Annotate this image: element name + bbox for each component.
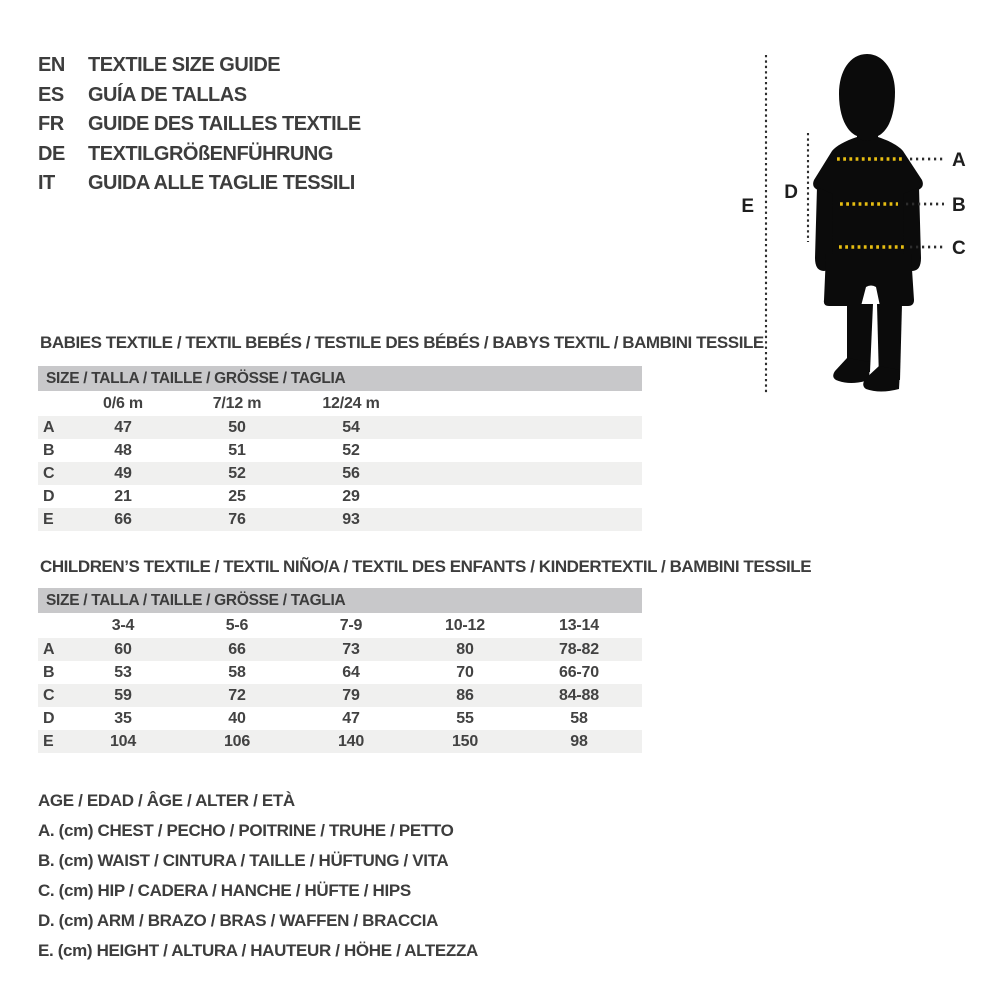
table-cell: 66 [228,641,246,658]
table-row-a [38,416,642,439]
table-cell: 60 [114,641,132,658]
title-row-es [38,81,361,111]
table-cell: 53 [114,664,132,681]
table-cell: 54 [342,419,360,436]
babies-age-header-row [38,391,642,416]
row-label: C [43,687,55,704]
hip-label: C [952,238,966,259]
row-label: E [43,511,54,528]
table-cell: 66-70 [559,664,599,681]
size-measure-figure [730,40,975,400]
table-cell: 104 [109,733,137,750]
babies-size-table [38,366,642,531]
table-row-a [38,638,642,661]
table-cell: 56 [342,465,360,482]
table-cell: 55 [456,710,474,727]
babies-size-header-bar: SIZE / TALLA / TAILLE / GRÖSSE / TAGLIA [38,366,642,391]
table-row-e [38,730,642,753]
title-text: TEXTILE SIZE GUIDE [88,54,281,76]
table-row-b [38,661,642,684]
table-cell: 66 [114,511,132,528]
table-cell: 50 [228,419,246,436]
table-cell: 25 [228,488,246,505]
age-column-header: 10-12 [445,617,485,634]
age-column-header: 0/6 m [103,395,143,412]
table-cell: 29 [342,488,360,505]
table-cell: 51 [228,442,246,459]
height-label: E [741,196,754,217]
babies-section-heading: BABIES TEXTILE / TEXTIL BEBÉS / TESTILE DES BÉBÉS / BABYS TEXTIL / BAMBINI TESSILE [40,333,764,352]
child-silhouette-diagram [730,40,975,400]
table-cell: 140 [337,733,365,750]
table-cell: 21 [114,488,132,505]
row-label: E [43,733,54,750]
legend-waist-line: B. (cm) WAIST / CINTURA / TAILLE / HÜFTUNG / VITA [38,851,449,870]
row-label: A [43,419,55,436]
table-cell: 40 [228,710,246,727]
children-section-heading: CHILDREN’S TEXTILE / TEXTIL NIÑO/A / TEXTIL DES ENFANTS / KINDERTEXTIL / BAMBINI TESSILE [40,557,812,576]
age-column-header: 7-9 [339,617,363,634]
row-label: B [43,442,55,459]
table-cell: 48 [114,442,132,459]
table-cell: 72 [228,687,246,704]
title-row-it [38,169,361,199]
corner-cell [38,613,66,638]
lang-code: FR [38,113,64,135]
row-label: D [43,710,55,727]
table-cell: 86 [456,687,474,704]
table-row-e [38,508,642,531]
children-size-header-bar: SIZE / TALLA / TAILLE / GRÖSSE / TAGLIA [38,588,642,613]
table-cell: 106 [223,733,251,750]
legend-hip-line: C. (cm) HIP / CADERA / HANCHE / HÜFTE / HIPS [38,881,411,900]
chest-label: A [952,150,966,171]
table-cell: 150 [451,733,479,750]
table-cell: 52 [342,442,360,459]
table-cell: 64 [342,664,360,681]
row-label: D [43,488,55,505]
waist-label: B [952,195,966,216]
age-column-header: 5-6 [225,617,249,634]
age-column-header: 3-4 [111,617,135,634]
children-size-table [38,588,642,753]
table-cell: 58 [570,710,588,727]
title-text: GUÍA DE TALLAS [88,83,247,106]
lang-code: DE [38,142,65,165]
table-row-c [38,684,642,707]
title-row-fr [38,110,361,140]
table-cell: 73 [342,641,360,658]
children-age-header-row [38,613,642,638]
measurement-legend [38,786,478,966]
table-cell: 49 [114,465,132,482]
table-cell: 79 [342,687,360,704]
lang-code: EN [38,54,65,76]
lang-code: IT [38,172,55,194]
table-cell: 59 [114,687,132,704]
age-column-header: 12/24 m [322,395,380,412]
table-cell: 76 [228,511,246,528]
legend-arm-line: D. (cm) ARM / BRAZO / BRAS / WAFFEN / BRACCIA [38,911,439,930]
table-row-c [38,462,642,485]
table-row-b [38,439,642,462]
row-label: A [43,641,55,658]
table-cell: 58 [228,664,246,681]
title-text: TEXTILGRÖßENFÜHRUNG [88,142,333,165]
table-cell: 47 [342,710,360,727]
table-cell: 78-82 [559,641,599,658]
table-row-d [38,707,642,730]
legend-height-line: E. (cm) HEIGHT / ALTURA / HAUTEUR / HÖHE / ALTEZZA [38,941,478,960]
lang-code: ES [38,83,64,106]
age-column-header: 7/12 m [212,395,262,412]
age-column-header: 13-14 [559,617,599,634]
language-title-block [38,51,361,199]
table-row-d [38,485,642,508]
table-cell: 70 [456,664,474,681]
corner-cell [38,391,66,416]
arm-label: D [784,182,798,203]
title-row-de [38,140,361,170]
legend-chest-line: A. (cm) CHEST / PECHO / POITRINE / TRUHE / PETTO [38,821,454,840]
row-label: B [43,664,55,681]
table-cell: 84-88 [559,687,599,704]
title-text: GUIDA ALLE TAGLIE TESSILI [88,172,355,194]
legend-age-line: AGE / EDAD / ÂGE / ALTER / ETÀ [38,791,295,810]
table-cell: 98 [570,733,588,750]
table-cell: 35 [114,710,132,727]
row-label: C [43,465,55,482]
table-cell: 93 [342,511,360,528]
table-cell: 52 [228,465,246,482]
child-silhouette [813,54,923,392]
table-cell: 47 [114,419,132,436]
table-cell: 80 [456,641,474,658]
title-text: GUIDE DES TAILLES TEXTILE [88,113,361,135]
title-row-en [38,51,361,81]
